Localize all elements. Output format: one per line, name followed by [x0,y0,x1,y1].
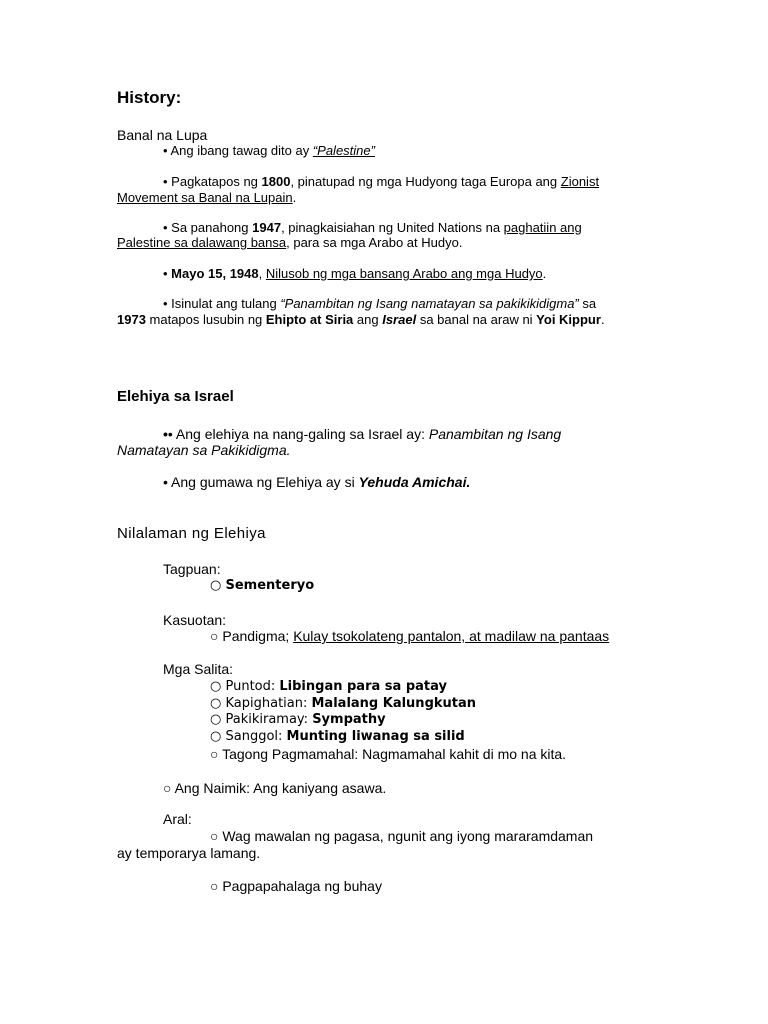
salita-item: ○ Pakikiramay: Sympathy [210,712,386,727]
history-bullet-2-cont: Movement sa Banal na Lupain. [117,190,297,205]
salita-item: ○ Puntod: Libingan para sa patay [210,679,447,694]
history-bullet-5-cont: 1973 matapos lusubin ng Ehipto at Siria ang Israel sa banal na araw ni Yoi Kippur. [117,312,605,327]
nilalaman-heading: Nilalaman ng Elehiya [117,525,266,542]
palestine-term: “Palestine” [312,143,375,158]
tagpuan-label: Tagpuan: [163,561,221,577]
aral-line-1: ○ Wag mawalan ng pagasa, ngunit ang iyong mararamdaman [210,828,594,844]
tagpuan-value: ○ Sementeryo [210,578,315,593]
aral-label: Aral: [163,811,192,827]
salita-item-last: ○ Tagong Pagmamahal: Nagmamahal kahit di mo na kita. [210,746,567,762]
history-heading: History: [117,88,182,107]
history-bullet-3-cont: Palestine sa dalawang bansa, para sa mga Arabo at Hudyo. [117,235,463,250]
elehiya-bullet-1: •• Ang elehiya na nang-galing sa Israel ay: Panambitan ng Isang [163,426,562,442]
salita-item: ○ Sanggol: Munting liwanag sa silid [210,729,465,744]
history-bullet-4: • Mayo 15, 1948, Nilusob ng mga bansang Arabo ang mga Hudyo. [163,266,547,281]
naimik-line: ○ Ang Naimik: Ang kaniyang asawa. [163,780,387,796]
history-bullet-3: • Sa panahong 1947, pinagkaisiahan ng United Nations na paghatiin ang [163,220,582,235]
salita-label: Mga Salita: [163,661,234,677]
elehiya-bullet-1-cont: Namatayan sa Pakikidigma. [117,442,291,458]
aral-line-2: ay temporarya lamang. [117,845,261,861]
kasuotan-label: Kasuotan: [163,612,227,628]
salita-item: ○ Kapighatian: Malalang Kalungkutan [210,696,477,711]
kasuotan-value: ○ Pandigma; Kulay tsokolateng pantalon, at madilaw na pantaas [210,628,610,644]
elehiya-bullet-2: • Ang gumawa ng Elehiya ay si Yehuda Amichai. [163,474,471,490]
history-subheading: Banal na Lupa [117,127,208,143]
history-bullet-5: • Isinulat ang tulang “Panambitan ng Isang namatayan sa pakikikidigma” sa [163,296,597,311]
history-bullet-1: • Ang ibang tawag dito ay “Palestine” [163,143,375,158]
aral-line-3: ○ Pagpapahalaga ng buhay [210,878,382,894]
history-bullet-2: • Pagkatapos ng 1800, pinatupad ng mga Hudyong taga Europa ang Zionist [163,174,600,189]
elehiya-heading: Elehiya sa Israel [117,388,234,405]
